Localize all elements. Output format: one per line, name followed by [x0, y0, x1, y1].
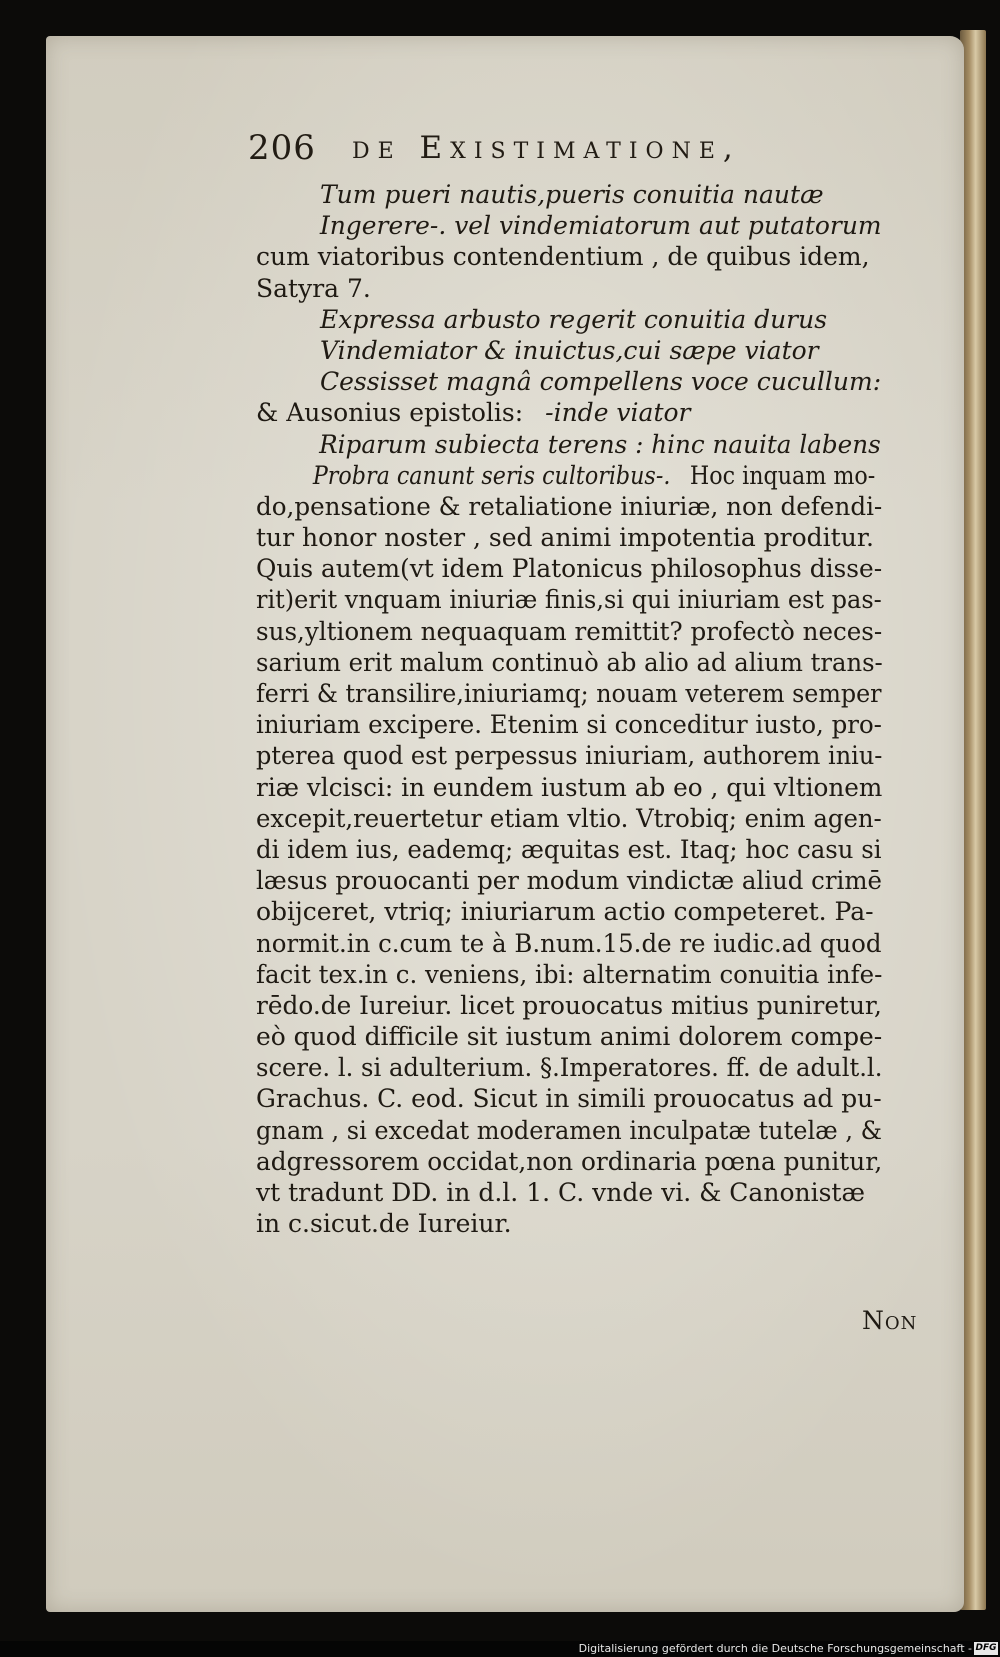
verse-line: Tum pueri nautis,pueris conuitia nautæ [320, 180, 824, 209]
text-line: ferri & transilire,iniuriamq; nouam veterem semper [256, 679, 882, 708]
text-line: adgressorem occidat,non ordinaria pœna punitur, [256, 1146, 883, 1176]
verse-line: Expressa arbusto regerit conuitia durus [320, 304, 828, 334]
text-line: tur honor noster , sed animi impotentia proditur. [256, 523, 874, 553]
text-line: vt tradunt DD. in d.l. 1. C. vnde vi. & Canonistæ [256, 1178, 865, 1207]
text-line: gnam , si excedat moderamen inculpatæ tutelæ , & [256, 1115, 882, 1145]
verse-span: -inde viator [545, 398, 691, 428]
page-number: 206 [248, 128, 316, 168]
text-line: normit.in c.cum te à B.num.15.de re iudic.ad quod [256, 928, 882, 958]
footer-credit: Digitalisierung gefördert durch die Deutsche Forschungsgemeinschaft - [578, 1642, 972, 1655]
text-line: sus,yltionem nequaquam remittit? profectò neces- [256, 616, 883, 646]
text-line [256, 210, 881, 241]
verse-line: Riparum subiecta terens : hinc nauita labens [319, 429, 881, 459]
text-line: excepit,reuertetur etiam vltio. Vtrobiq; enim agen- [256, 803, 882, 833]
text-line: rēdo.de Iureiur. licet prouocatus mitius puniretur, [256, 990, 882, 1020]
text-line: scere. l. si adulterium. §.Imperatores. ff. de adult.l. [256, 1053, 883, 1083]
text-line: sarium erit malum continuò ab alio ad alium trans- [256, 647, 883, 677]
text-line: riæ vlcisci: in eundem iustum ab eo , qui vltionem [256, 772, 883, 802]
text-line: do,pensatione & retaliatione iniuriæ, non defendi- [256, 491, 883, 521]
text-line: Grachus. C. eod. Sicut in simili prouocatus ad pu- [256, 1084, 882, 1114]
text-line: rit)erit vnquam iniuriæ finis,si qui iniuriam est pas- [256, 585, 882, 615]
text-line: cum viatoribus contendentium , de quibus idem, [256, 242, 870, 272]
running-head: de Existimatione, [352, 130, 741, 166]
text-line: iniuriam excipere. Etenim si conceditur iusto, pro- [256, 710, 882, 740]
dfg-logo-icon: DFG [975, 1643, 997, 1653]
verse-line: Vindemiator & inuictus,cui sæpe viator [320, 335, 819, 365]
text-span: Hoc inquam mo- [689, 460, 876, 490]
text-line: Satyra 7. [256, 273, 371, 303]
text-line [256, 397, 882, 428]
text-line: di idem ius, eademq; æquitas est. Itaq; hoc casu si [256, 834, 882, 864]
text-line: Quis autem(vt idem Platonicus philosophus disse- [256, 554, 883, 584]
verse-line: Cessisset magnâ compellens voce cucullum: [320, 367, 882, 397]
text-line: pterea quod est perpessus iniuriam, authorem iniu- [256, 741, 883, 771]
text-line: facit tex.in c. veniens, ibi: alternatim conuitia infe- [256, 959, 883, 989]
text-line: obijceret, vtriq; iniuriarum actio competeret. Pa- [256, 897, 874, 927]
text-line [256, 460, 876, 491]
page-body [256, 179, 882, 1239]
text-span: Ingerere-. vel vindemiatorum aut putatorum [319, 211, 882, 241]
verse-span: Probra canunt seris cultoribus-. [312, 460, 671, 490]
text-line: in c.sicut.de Iureiur. [256, 1209, 512, 1239]
text-span: & Ausonius epistolis: [256, 398, 524, 428]
text-line: eò quod difficile sit iustum animi dolorem compe- [256, 1022, 883, 1052]
text-line: læsus prouocanti per modum vindictæ aliud crimē [256, 866, 882, 896]
page-header [248, 128, 872, 176]
catchword: Non [862, 1306, 918, 1335]
